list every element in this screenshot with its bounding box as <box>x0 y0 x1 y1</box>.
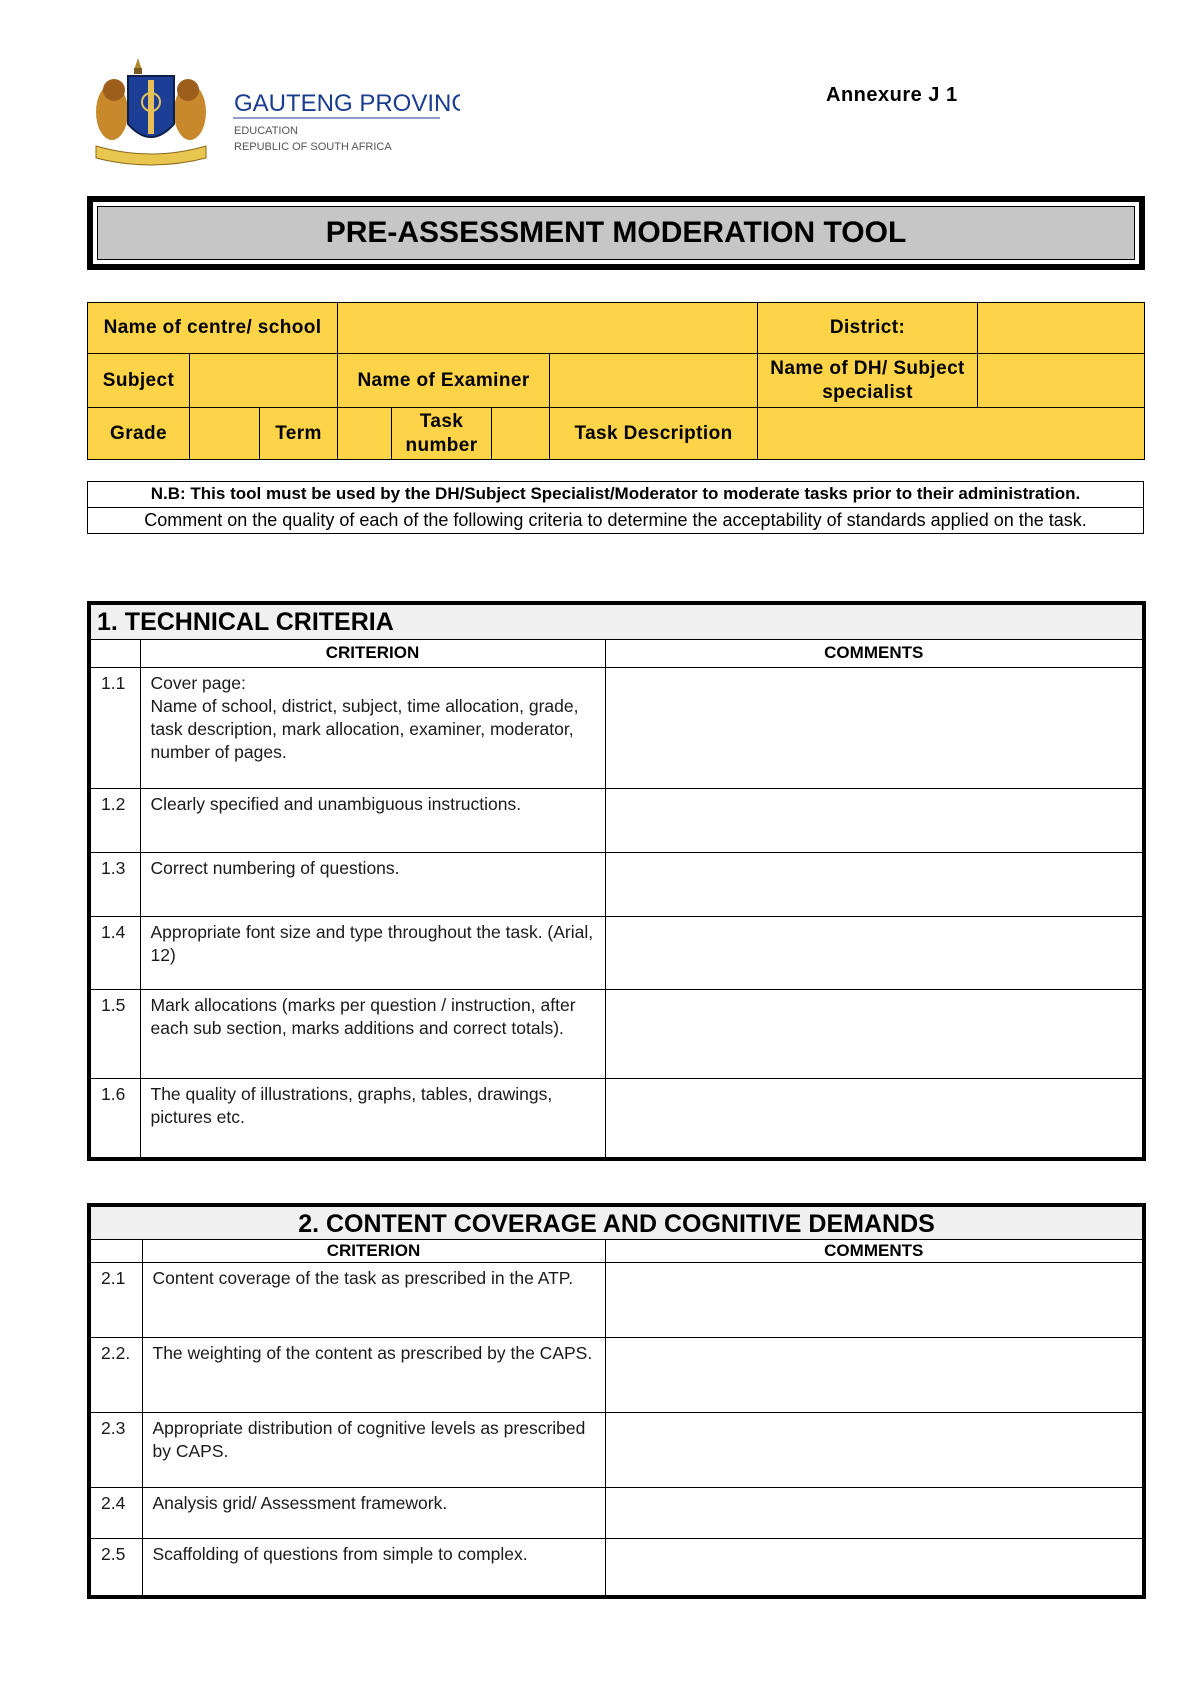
row-criterion: Analysis grid/ Assessment framework. <box>142 1488 605 1539</box>
row-criterion: Mark allocations (marks per question / instruction, after each sub section, marks additions and correct totals). <box>140 989 605 1078</box>
row-criterion: Cover page: Name of school, district, subject, time allocation, grade, task description, mark allocation, examiner, moderator, number of pages. <box>140 667 605 788</box>
term-field[interactable] <box>338 408 392 460</box>
row-criterion: Appropriate font size and type throughout the task. (Arial, 12) <box>140 916 605 989</box>
logo-country: REPUBLIC OF SOUTH AFRICA <box>234 141 392 153</box>
logo-dept: EDUCATION <box>234 125 298 137</box>
row-comment-field[interactable] <box>605 788 1144 852</box>
table-row <box>89 1078 1144 1159</box>
table-row <box>89 1488 1144 1539</box>
title-box <box>87 196 1145 270</box>
row-number: 1.1 <box>89 667 140 788</box>
table-row <box>89 916 1144 989</box>
row-number: 1.3 <box>89 852 140 916</box>
row-criterion: Correct numbering of questions. <box>140 852 605 916</box>
section1-title: 1. TECHNICAL CRITERIA <box>89 603 1144 639</box>
section1-comments-header: COMMENTS <box>605 639 1144 667</box>
table-row <box>89 1263 1144 1338</box>
section2-num-header <box>89 1240 142 1263</box>
row-number: 1.4 <box>89 916 140 989</box>
dh-field[interactable] <box>978 354 1145 408</box>
dh-label: Name of DH/ Subject specialist <box>758 354 978 408</box>
content-coverage-table <box>87 1203 1146 1599</box>
task-description-field[interactable] <box>758 408 1145 460</box>
row-number: 1.2 <box>89 788 140 852</box>
note-text: Comment on the quality of each of the following criteria to determine the acceptability of standards applied on the task. <box>88 508 1144 534</box>
row-criterion: Content coverage of the task as prescribed in the ATP. <box>142 1263 605 1338</box>
row-criterion: The quality of illustrations, graphs, tables, drawings, pictures etc. <box>140 1078 605 1159</box>
row-number: 1.6 <box>89 1078 140 1159</box>
section2-criterion-header: CRITERION <box>142 1240 605 1263</box>
row-comment-field[interactable] <box>605 1338 1144 1413</box>
table-row <box>89 788 1144 852</box>
row-criterion: The weighting of the content as prescribed by the CAPS. <box>142 1338 605 1413</box>
row-number: 2.3 <box>89 1413 142 1488</box>
row-comment-field[interactable] <box>605 1539 1144 1597</box>
row-number: 2.1 <box>89 1263 142 1338</box>
section1-criterion-header: CRITERION <box>140 639 605 667</box>
district-field[interactable] <box>978 303 1145 354</box>
gauteng-logo <box>90 54 460 172</box>
row-comment-field[interactable] <box>605 667 1144 788</box>
table-row <box>89 1413 1144 1488</box>
section1-num-header <box>89 639 140 667</box>
row-comment-field[interactable] <box>605 1078 1144 1159</box>
examiner-field[interactable] <box>550 354 758 408</box>
page-title: PRE-ASSESSMENT MODERATION TOOL <box>97 206 1135 260</box>
row-comment-field[interactable] <box>605 916 1144 989</box>
row-comment-field[interactable] <box>605 1488 1144 1539</box>
logo-province: GAUTENG PROVINCE <box>234 90 460 117</box>
note-bold: N.B: This tool must be used by the DH/Subject Specialist/Moderator to moderate tasks prior to their administration. <box>88 482 1144 508</box>
row-comment-field[interactable] <box>605 989 1144 1078</box>
table-row <box>89 667 1144 788</box>
row-comment-field[interactable] <box>605 1263 1144 1338</box>
row-criterion: Appropriate distribution of cognitive levels as prescribed by CAPS. <box>142 1413 605 1488</box>
examiner-label: Name of Examiner <box>338 354 550 408</box>
coat-of-arms-icon <box>90 54 460 172</box>
term-label: Term <box>260 408 338 460</box>
subject-field[interactable] <box>190 354 338 408</box>
subject-label: Subject <box>88 354 190 408</box>
centre-label: Name of centre/ school <box>88 303 338 354</box>
section2-title: 2. CONTENT COVERAGE AND COGNITIVE DEMANDS <box>89 1205 1144 1240</box>
table-row <box>89 852 1144 916</box>
row-number: 2.5 <box>89 1539 142 1597</box>
row-number: 2.2. <box>89 1338 142 1413</box>
info-table <box>87 302 1145 460</box>
row-number: 2.4 <box>89 1488 142 1539</box>
annexure-label: Annexure J 1 <box>826 84 958 106</box>
centre-field[interactable] <box>338 303 758 354</box>
row-criterion: Scaffolding of questions from simple to complex. <box>142 1539 605 1597</box>
row-criterion: Clearly specified and unambiguous instructions. <box>140 788 605 852</box>
district-label: District: <box>758 303 978 354</box>
task-number-label: Task number <box>392 408 492 460</box>
task-number-field[interactable] <box>492 408 550 460</box>
row-comment-field[interactable] <box>605 852 1144 916</box>
table-row <box>89 989 1144 1078</box>
grade-label: Grade <box>88 408 190 460</box>
row-number: 1.5 <box>89 989 140 1078</box>
row-comment-field[interactable] <box>605 1413 1144 1488</box>
grade-field[interactable] <box>190 408 260 460</box>
section2-comments-header: COMMENTS <box>605 1240 1144 1263</box>
task-description-label: Task Description <box>550 408 758 460</box>
note-box <box>87 481 1144 534</box>
technical-criteria-table <box>87 601 1146 1161</box>
table-row <box>89 1338 1144 1413</box>
table-row <box>89 1539 1144 1597</box>
